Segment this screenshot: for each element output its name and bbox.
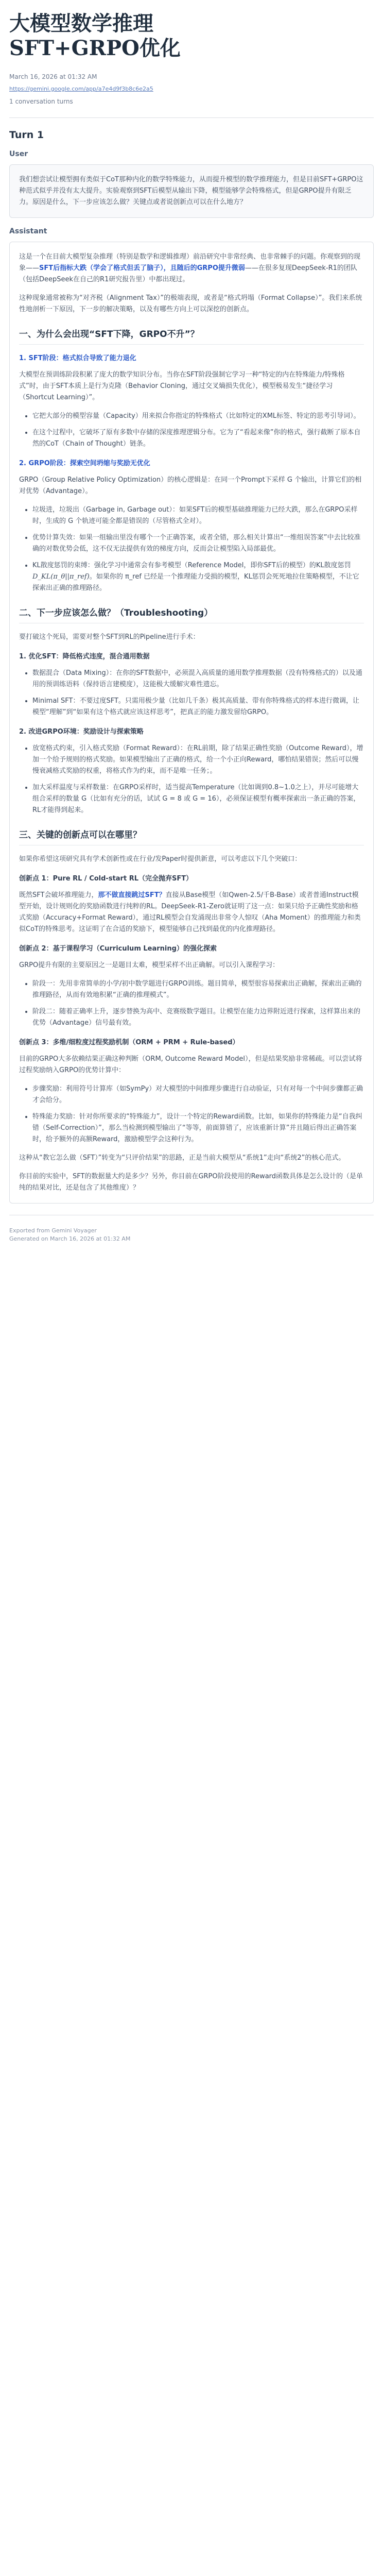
export-date: March 16, 2026 at 01:32 AM <box>9 73 97 80</box>
section-3-point2: GRPO提升有限的主要原因之一是题目太难，模型采样不出正确解。可以引入课程学习： <box>19 961 280 969</box>
section-3-title: 三、关键的创新点可以在哪里？ <box>19 829 364 845</box>
section-1-list1 <box>19 411 364 450</box>
list-item: • 它把大部分的模型容量（Capacity）用来拟合你指定的特殊格式（比如特定的XML标签、特定的思考引导词）。 <box>32 411 364 422</box>
point1-highlight: 那不做直接跳过SFT？ <box>98 891 166 899</box>
section-2-sub2: 2. 改进GRPO环境：奖励设计与探索策略 <box>19 728 144 736</box>
section-3-point1-title: 创新点 1：Pure RL / Cold-start RL（完全抛弃SFT） <box>19 875 193 883</box>
kl-formula: D_KL(π_θ||π_ref) <box>32 573 90 581</box>
intro-highlight: SFT后指标大跌（学会了格式但丢了脑子），且随后的GRPO提升微弱 <box>39 264 245 272</box>
page-title <box>9 11 374 61</box>
intro-text-1: 这是一个在目前大模型复杂推理（特别是数学和逻辑推理）前沿研究中非常经典、也非常棘手的问题。你观察到的现象—— <box>19 253 361 272</box>
list-item: • 阶段二：随着正确率上升，逐步替换为高中、竞赛级数学题目。让模型在能力边界附近进行探索，这样算出来的优势（Advantage）信号最有效。 <box>32 1006 364 1029</box>
section-2-sub1: 1. 优化SFT：降低格式违度，混合通用数据 <box>19 653 150 660</box>
assistant-message <box>9 242 374 1204</box>
section-1-para2: GRPO（Group Relative Policy Optimization）的核心逻辑是：在同一个Prompt下采样 G 个输出，计算它们的相对优势（Advantage）。 <box>19 476 362 495</box>
turn-heading: Turn 1 <box>9 129 44 141</box>
list-item <box>32 560 364 594</box>
assistant-role-label: Assistant <box>9 227 47 235</box>
page <box>0 0 383 1251</box>
section-1-para1: 大模型在预训练阶段积累了庞大的数学知识分布。当你在SFT阶段强制它学习一种“特定的内在特殊能力/特殊格式”时，由于SFT本质上是行为克隆（Behavior Cloning，通过交叉熵损失优化），模型极易发生“捷径学习（Shortcut Learning）”。 <box>19 371 345 401</box>
intro-text-2: ——在很多复现DeepSeek-R1的团队（包括DeepSeek在自己的R1研究报告里）中都出现过。 <box>19 264 357 283</box>
section-3-list2 <box>19 1083 364 1145</box>
list-item: • 加大采样温度与采样数量：在GRPO采样时，适当提高Temperature（比如调到0.8~1.0之上），并尽可能增大组合采样的数量 G（比如有充分的话，试试 G = 8 或 G = 16），必须保证模型有概率探索出一条正确的答案，RL才能得到起来。 <box>32 782 364 816</box>
section-1-sub1: 1. SFT阶段：格式拟合导致了能力退化 <box>19 354 136 362</box>
section-2-intro: 要打破这个死局，需要对整个SFT到RL的Pipeline进行手术： <box>19 633 200 641</box>
user-message-text: 我们想尝试让模型拥有类似于CoT那种内化的数学特殊能力，从而提升模型的数学推理能力，但是目前SFT+GRPO这种范式似乎并没有太大提升。实验观察到SFT后模型从输出下降，模型能够学会特殊格式，但是GRPO提升有限乏力。原因是什么，下一步应该怎么做？关键点或者说创新点可以在什么地方？ <box>19 176 363 206</box>
assistant-intro <box>19 251 364 285</box>
section-1-list2 <box>19 504 364 594</box>
page-title-line1: 大模型数学推理 <box>9 11 153 36</box>
conversation-count: 1 conversation turns <box>9 98 73 105</box>
assistant-para2: 这种现象通常被称为“对齐税（Alignment Tax）”的极端表现，或者是“格式坍塌（Format Collapse）”。我们来系统性地剖析一下原因，下一步的解决策略，以及有哪些方向上可以深挖的创新点。 <box>19 294 362 313</box>
section-3-point2-title: 创新点 2：基于课程学习（Curriculum Learning）的强化探索 <box>19 945 217 953</box>
list-item: • 数据混合（Data Mixing）：在你的SFT数据中，必须混入高质量的通用数学推理数据（没有特殊格式的）以及通用的预训练语料（保持语言建模度），这能极大缓解灾难性遗忘。 <box>32 668 364 690</box>
point1-text-a: 既然SFT会破坏推理能力， <box>19 891 98 899</box>
conversation-link[interactable]: https://gemini.google.com/app/a7e4d9f3b8c6e2a5 <box>9 86 153 92</box>
section-3-list1 <box>19 978 364 1029</box>
user-role-label: User <box>9 150 28 158</box>
list-item: • 特殊能力奖励：针对你所要求的“特殊能力”，设计一个特定的Reward函数。比如，如果你的特殊能力是“自我纠错（Self-Correction）”，那么当检测到模型输出了“等等，前面算错了，应该重新计算”并且随后得出正确答案时，给予额外的高额Reward，激励模型学会这种行为。 <box>32 1111 364 1145</box>
divider <box>9 117 374 118</box>
section-1-title: 一、为什么会出现“SFT下降，GRPO不升”？ <box>19 329 364 345</box>
user-message <box>9 164 374 218</box>
kl-text-b: 。如果你的 π_ref 已经是一个推理能力受损的模型，KL惩罚会死死地拉住策略模型，不让它探索出正确的推理路径。 <box>32 573 359 592</box>
section-3-intro: 如果你希望这项研究具有学术创新性或在行业/发Paper时提供新意，可以考虑以下几个突破口： <box>19 855 302 863</box>
footer-line1: Exported from Gemini Voyager <box>9 1227 97 1234</box>
section-3-point3-title: 创新点 3：多维/细粒度过程奖励机制（ORM + PRM + Rule-based） <box>19 1039 239 1046</box>
footer-line2: Generated on March 16, 2026 at 01:32 AM <box>9 1235 131 1242</box>
list-item: • 放宽格式约束，引入格式奖励（Format Reward）：在RL前期，除了结果正确性奖励（Outcome Reward），增加一个给予规则的格式奖励。如果模型输出了正确的格式，给一个小正向Reward，哪怕结果错误；然后可以慢慢衰减格式奖励的权重，将格式作为约束，而不是唯一任务；。 <box>32 743 364 777</box>
section-3-para5: 你目前的实验中，SFT的数据量大约是多少？另外，你目前在GRPO阶段使用的Reward函数具体是怎么设计的（是单纯的结果对比，还是包含了其他维度）？ <box>19 1173 363 1192</box>
kl-text-a: KL散度惩罚的束缚：强化学习中通常会有参考模型（Reference Model，即你SFT后的模型）的KL散度惩罚 <box>32 562 351 569</box>
list-item: • 优势计算失效：如果一组输出里没有哪个一个正确答案，或者全错，那么相关计算出“一维组误答案”中去比较准确的对数优势会低，这不仅无法提供有效的梯度方向，反而会让模型陷入局部最优。 <box>32 532 364 555</box>
section-1-sub2: 2. GRPO阶段：探索空间坍缩与奖励无优化 <box>19 460 150 467</box>
footer <box>9 1227 374 1243</box>
point1-text-b: 直接从Base模型（如Qwen-2.5/千B-Base）或者普通Instruct模型开始，设计规则化的奖励函数进行纯粹的RL。DeepSeek-R1-Zero就证明了这一点：如果只给予正确性奖励和格式奖励（Accuracy+Format Reward），通过RL模型会自发涌现出非常令人惊叹（Aha Moment）的推理能力和类似CoT的特殊思考。这证明了在合适的奖励下，模型能够自己找到最优的内化推理路径。 <box>19 891 361 933</box>
list-item: • Minimal SFT：不要过度SFT。只需用极少量（比如几千条）极其高质量、带有你特殊格式的样本进行微调，让模型“理解”到“如果有这个格式就应该这样思考”，把真正的能力激发留给GRPO。 <box>32 696 364 718</box>
list-item: • 垃圾进，垃圾出（Garbage in, Garbage out）：如果SFT后的模型基础推理能力已经大跌，那么在GRPO采样时，生成的 G 个轨迹可能全都是错误的（尽管格式全对）。 <box>32 504 364 527</box>
page-title-line2: SFT+GRPO优化 <box>9 36 181 60</box>
section-3-point1 <box>19 890 364 935</box>
section-2-title: 二、下一步应该怎么做？（Troubleshooting） <box>19 607 364 623</box>
section-2-list1 <box>19 668 364 718</box>
list-item: • 阶段一：先用非常简单的小学/初中数学题进行GRPO训练。题目简单，模型很容易探索出正确解，探索出正确的推理路径，从而有效地积累“正确的推理模式”。 <box>32 978 364 1001</box>
list-item: • 步骤奖励：利用符号计算库（如SymPy）对大模型的中间推理步骤进行自动验证，只有对每一个中间步骤都正确才会给分。 <box>32 1083 364 1106</box>
section-2-list2 <box>19 743 364 816</box>
meta <box>9 72 374 106</box>
list-item: • 在这个过程中，它破坏了原有多数中存储的深度推理逻辑分布。它为了“看起来像”你的格式，强行截断了原本自然的CoT（Chain of Thought）链条。 <box>32 427 364 450</box>
section-3-point3: 目前的GRPO大多依赖结果正确这种判断（ORM, Outcome Reward Model），但是结果奖励非常稀疏。可以尝试将过程奖励纳入GRPO的优势计算中： <box>19 1055 362 1074</box>
section-3-para4: 这种从“教它怎么做（SFT）”转变为“只评价结果”的思路，正是当前大模型从“系统1”走向“系统2”的核心范式。 <box>19 1154 345 1162</box>
